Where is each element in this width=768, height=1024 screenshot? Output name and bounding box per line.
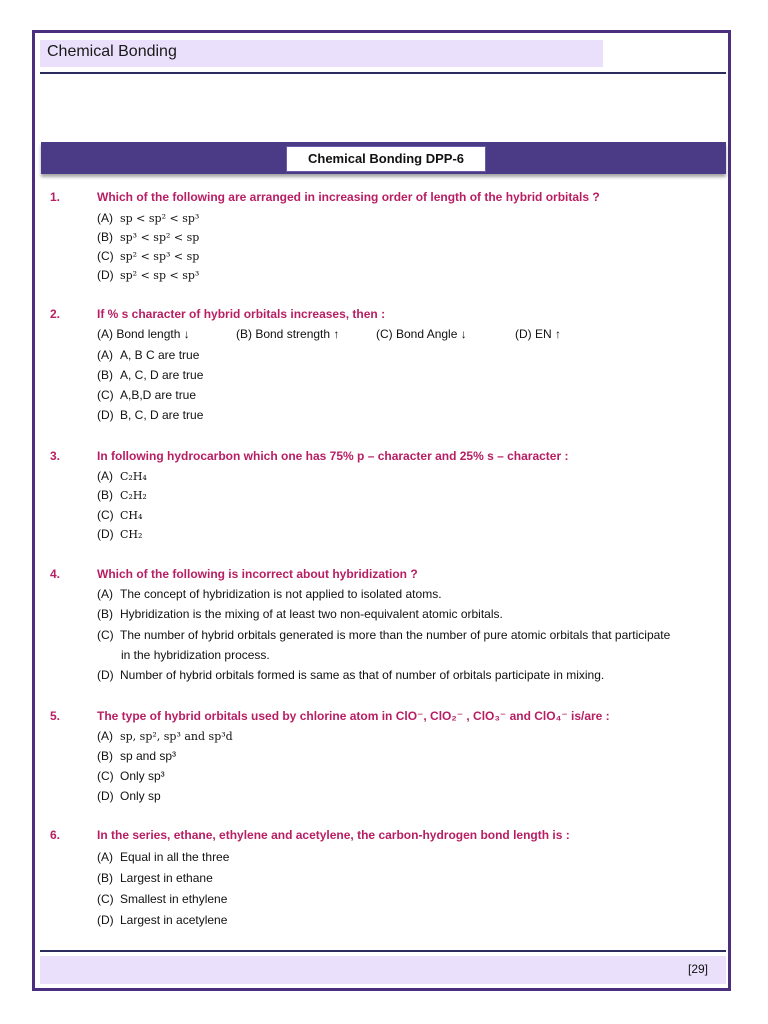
header-divider [40, 72, 726, 74]
option-a: (A) C₂H₄ [97, 469, 147, 483]
option-a: (A) sp, sp², sp³ and sp³d [97, 729, 233, 743]
footer-band [40, 956, 726, 984]
option-a: (A) A, B C are true [97, 348, 200, 362]
question-text: If % s character of hybrid orbitals increases, then : [97, 307, 386, 321]
option-c: (C) Smallest in ethylene [97, 892, 228, 906]
option-d: (D) B, C, D are true [97, 408, 204, 422]
question-number: 1. [50, 190, 61, 204]
option-c: (C) The number of hybrid orbitals generated is more than the number of pure atomic orbitals that participate in the hybridization process. [97, 628, 671, 662]
question-text: Which of the following is incorrect about hybridization ? [97, 567, 418, 581]
option-b: (B) Hybridization is the mixing of at least two non-equivalent atomic orbitals. [97, 607, 503, 621]
question-text: Which of the following are arranged in increasing order of length of the hybrid orbitals ? [97, 190, 600, 204]
question-number: 5. [50, 709, 61, 723]
option-d: (D) Number of hybrid orbitals formed is same as that of number of orbitals participate in mixing. [97, 668, 605, 682]
question-number: 6. [50, 828, 61, 842]
page-title: Chemical Bonding [47, 43, 177, 60]
question-text: In following hydrocarbon which one has 75% p – character and 25% s – character : [97, 449, 569, 463]
dpp-title: Chemical Bonding DPP-6 [286, 146, 486, 172]
page-number: [29] [688, 962, 709, 976]
option-d: (D) sp² < sp < sp³ [97, 268, 200, 282]
option-d: (D) Only sp [97, 789, 161, 803]
footer-divider [40, 950, 726, 952]
question-number: 2. [50, 307, 61, 321]
option-a: (A) sp < sp² < sp³ [97, 211, 200, 225]
option-b: (B) C₂H₂ [97, 488, 147, 502]
option-b: (B) Largest in ethane [97, 871, 213, 885]
question-number: 4. [50, 567, 61, 581]
option-c: (C) sp² < sp³ < sp [97, 249, 200, 263]
option-c: (C) Only sp³ [97, 769, 165, 783]
statement-a: (A) Bond length ↓ [97, 327, 190, 341]
statement-c: (C) Bond Angle ↓ [376, 327, 467, 341]
option-b: (B) sp³ < sp² < sp [97, 230, 200, 244]
question-number: 3. [50, 449, 61, 463]
option-d: (D) CH₂ [97, 527, 143, 541]
option-c: (C) CH₄ [97, 508, 143, 522]
option-c: (C) A,B,D are true [97, 388, 197, 402]
statement-d: (D) EN ↑ [515, 327, 561, 341]
question-text: In the series, ethane, ethylene and acetylene, the carbon-hydrogen bond length is : [97, 828, 570, 842]
option-a: (A) Equal in all the three [97, 850, 230, 864]
option-d: (D) Largest in acetylene [97, 913, 228, 927]
option-b: (B) A, C, D are true [97, 368, 204, 382]
question-text: The type of hybrid orbitals used by chlorine atom in ClO⁻, ClO₂⁻ , ClO₃⁻ and ClO₄⁻ is/are : [97, 709, 610, 723]
option-b: (B) sp and sp³ [97, 749, 177, 763]
option-a: (A) The concept of hybridization is not applied to isolated atoms. [97, 587, 442, 601]
statement-b: (B) Bond strength ↑ [236, 327, 340, 341]
